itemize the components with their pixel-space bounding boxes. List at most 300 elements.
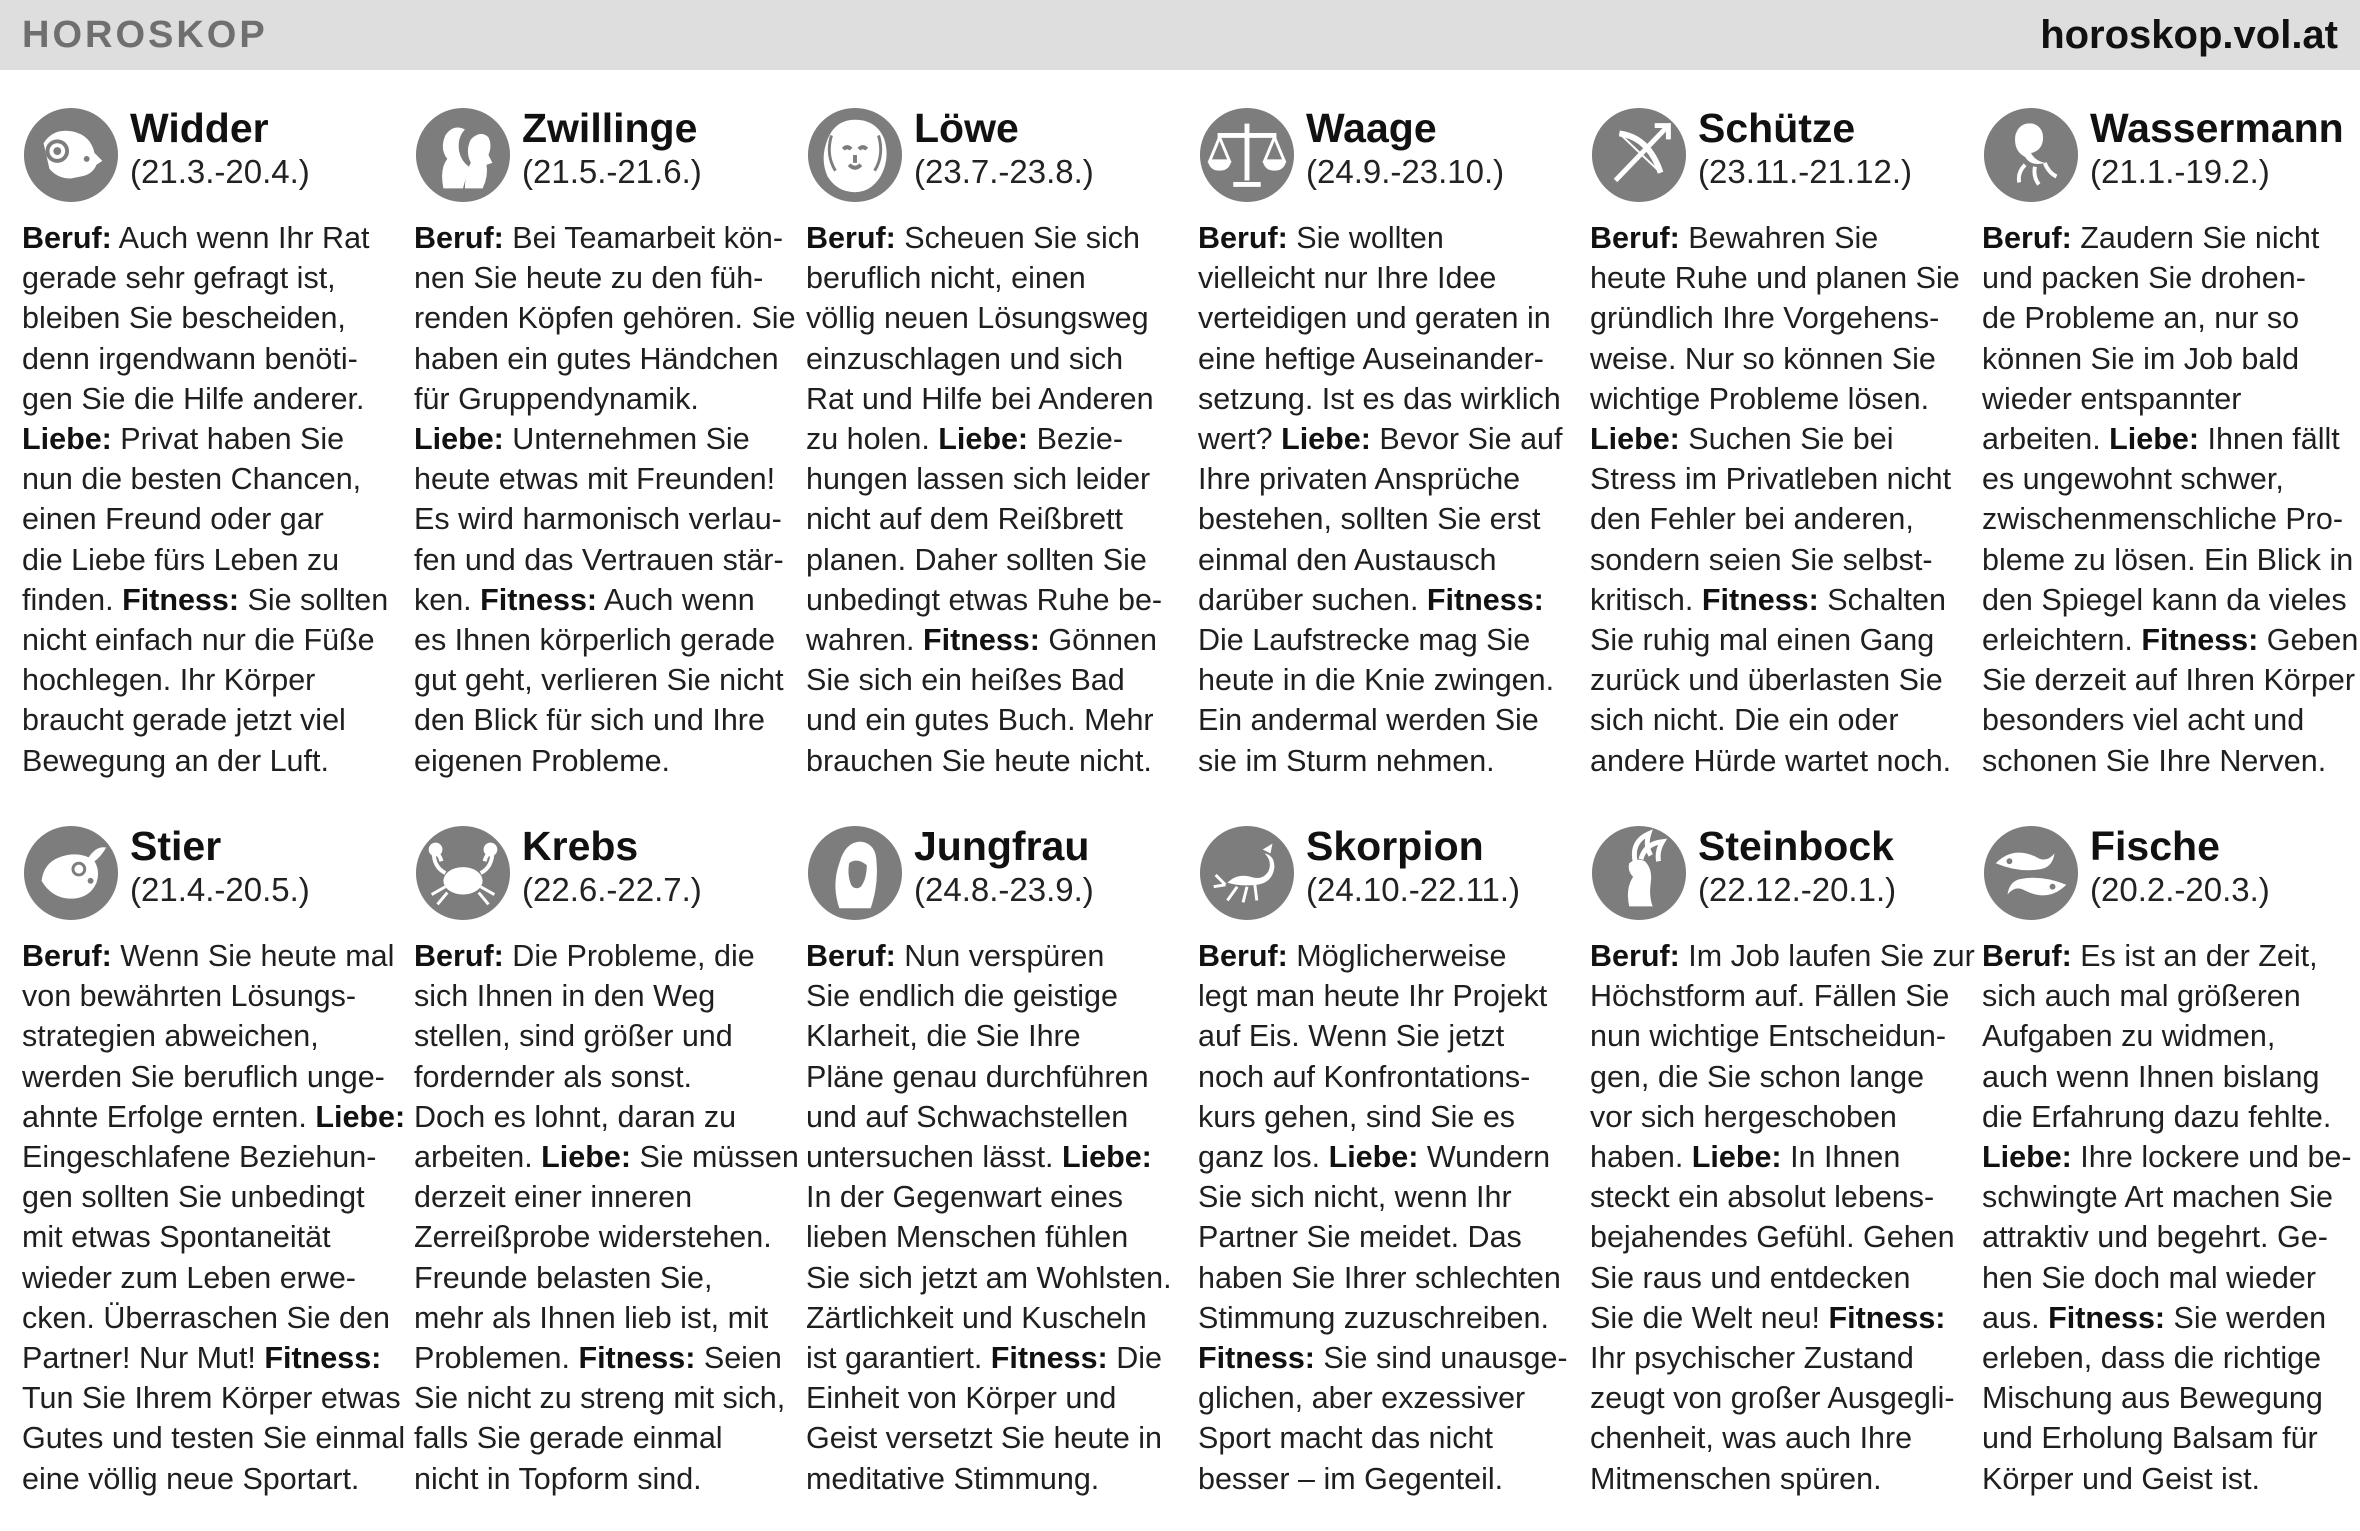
text-line bbox=[806, 1338, 1174, 1378]
text-line bbox=[414, 1137, 799, 1177]
sign-text bbox=[1590, 936, 1975, 1499]
text-line bbox=[1590, 1459, 1958, 1499]
text-segment: beruflich nicht, einen bbox=[806, 261, 1086, 296]
text-segment: planen. Daher sollten Sie bbox=[806, 542, 1147, 577]
section-label: Fitness: bbox=[1701, 582, 1819, 617]
text-segment: eigenen Probleme. bbox=[414, 743, 671, 778]
sign-dates: (24.9.-23.10.) bbox=[1306, 153, 1505, 190]
section-label: Beruf: bbox=[1590, 221, 1680, 255]
section-label: Fitness: bbox=[264, 1341, 382, 1376]
text-line bbox=[1590, 419, 1958, 459]
text-line bbox=[22, 1097, 406, 1137]
text-line bbox=[1198, 258, 1566, 298]
sign-widder bbox=[22, 100, 390, 800]
text-segment: Körper und Geist ist. bbox=[1982, 1461, 2261, 1496]
text-segment: Nun verspüren bbox=[895, 939, 1105, 973]
text-segment: Aufgaben zu widmen, bbox=[1982, 1019, 2276, 1054]
text-segment: Stress im Privatleben nicht bbox=[1590, 462, 1952, 497]
text-segment: heute Ruhe und planen Sie bbox=[1590, 261, 1960, 296]
text-line bbox=[1590, 1378, 1958, 1418]
bull-icon bbox=[22, 824, 120, 922]
sign-text bbox=[1198, 936, 1566, 1499]
text-segment: fordernder als sonst. bbox=[414, 1059, 693, 1094]
text-line bbox=[1982, 218, 2350, 258]
text-segment: es ungewohnt schwer, bbox=[1982, 462, 2284, 497]
text-segment: cken. Überraschen Sie den bbox=[22, 1300, 390, 1335]
text-line bbox=[22, 1298, 390, 1338]
text-segment: derzeit einer inneren bbox=[414, 1180, 693, 1215]
text-line bbox=[414, 1459, 782, 1499]
text-segment: hungen lassen sich leider bbox=[806, 462, 1151, 497]
text-segment: brauchen Sie heute nicht. bbox=[806, 743, 1152, 778]
text-line bbox=[1982, 339, 2350, 379]
text-line bbox=[1590, 936, 1975, 976]
text-line bbox=[1982, 1217, 2350, 1257]
text-segment: besonders viel acht und bbox=[1982, 703, 2305, 738]
sign-header bbox=[806, 100, 1174, 205]
text-line bbox=[806, 379, 1174, 419]
sign-jungfrau bbox=[806, 818, 1174, 1518]
text-segment: hen Sie doch mal wieder bbox=[1982, 1260, 2316, 1295]
text-segment: bleiben Sie bescheiden, bbox=[22, 301, 346, 336]
text-line bbox=[414, 1097, 782, 1137]
text-segment: haben. bbox=[1590, 1140, 1692, 1175]
text-line bbox=[22, 620, 390, 660]
text-line bbox=[414, 1258, 782, 1298]
text-segment: nun wichtige Entscheidun- bbox=[1590, 1019, 1947, 1054]
sign-dates: (20.2.-20.3.) bbox=[2090, 871, 2270, 908]
sign-header bbox=[1982, 818, 2350, 923]
text-segment: einmal den Austausch bbox=[1198, 542, 1497, 577]
sign-name: Widder bbox=[130, 105, 269, 151]
sign-header bbox=[1590, 818, 1958, 923]
text-segment: werden Sie beruflich unge- bbox=[22, 1059, 385, 1094]
text-line bbox=[1198, 1057, 1566, 1097]
text-segment: Sie sollten bbox=[239, 582, 389, 617]
text-line bbox=[1198, 1418, 1566, 1458]
sign-text bbox=[1590, 218, 1958, 781]
text-segment: Stimmung zuzuschreiben. bbox=[1198, 1300, 1549, 1335]
text-line bbox=[22, 976, 390, 1016]
text-line bbox=[22, 218, 390, 258]
section-label: Liebe: bbox=[1062, 1140, 1152, 1175]
text-line bbox=[22, 1137, 390, 1177]
text-line bbox=[1198, 218, 1566, 258]
text-line bbox=[1982, 976, 2350, 1016]
text-line bbox=[1982, 1459, 2350, 1499]
text-segment: gen sollten Sie unbedingt bbox=[22, 1180, 365, 1215]
text-line bbox=[414, 620, 782, 660]
text-line bbox=[414, 1177, 782, 1217]
text-line bbox=[414, 580, 782, 620]
text-segment: weise. Nur so können Sie bbox=[1590, 341, 1936, 376]
horoscope-grid bbox=[0, 100, 2360, 1531]
text-line bbox=[22, 1338, 390, 1378]
text-line bbox=[1982, 660, 2355, 700]
text-segment: und packen Sie drohen- bbox=[1982, 261, 2306, 296]
text-segment: bleme zu lösen. Ein Blick in bbox=[1982, 542, 2354, 577]
page-title: HOROSKOP bbox=[22, 13, 268, 56]
text-line bbox=[414, 1016, 782, 1056]
section-label: Beruf: bbox=[414, 221, 504, 255]
archer-icon bbox=[1590, 106, 1688, 204]
text-line bbox=[1590, 1097, 1958, 1137]
text-segment: auf Eis. Wenn Sie jetzt bbox=[1198, 1019, 1505, 1054]
text-segment: zwischenmenschliche Pro- bbox=[1982, 502, 2344, 537]
sign-wassermann bbox=[1982, 100, 2359, 800]
text-line bbox=[1198, 1298, 1566, 1338]
sign-header bbox=[22, 100, 390, 205]
section-label: Liebe: bbox=[414, 422, 504, 457]
text-line bbox=[806, 1378, 1174, 1418]
sign-dates: (23.11.-21.12.) bbox=[1698, 153, 1913, 190]
text-segment: Eingeschlafene Beziehun- bbox=[22, 1140, 377, 1175]
text-segment: untersuchen lässt. bbox=[806, 1140, 1063, 1175]
sign-dates: (23.7.-23.8.) bbox=[914, 153, 1094, 190]
section-label: Liebe: bbox=[541, 1140, 631, 1175]
text-line bbox=[1590, 459, 1958, 499]
text-line bbox=[22, 1378, 401, 1418]
text-line bbox=[1982, 459, 2350, 499]
text-segment: nun die besten Chancen, bbox=[22, 462, 362, 497]
text-segment: heute in die Knie zwingen. bbox=[1198, 663, 1555, 698]
text-segment: ahnte Erfolge ernten. bbox=[22, 1099, 316, 1134]
text-segment: Gutes und testen Sie einmal bbox=[22, 1421, 406, 1456]
section-label: Fitness: bbox=[1828, 1300, 1946, 1335]
text-segment: Wundern bbox=[1418, 1140, 1551, 1175]
text-segment: Bewahren Sie bbox=[1679, 221, 1879, 255]
sign-dates: (21.4.-20.5.) bbox=[130, 871, 310, 908]
text-segment: Zärtlichkeit und Kuscheln bbox=[806, 1300, 1147, 1335]
text-segment: nicht einfach nur die Füße bbox=[22, 623, 375, 658]
text-segment: Ihre lockere und be- bbox=[2071, 1140, 2352, 1175]
text-line bbox=[1198, 298, 1566, 338]
text-segment: wieder entspannter bbox=[1982, 381, 2242, 416]
text-line bbox=[414, 1338, 782, 1378]
sign-name: Skorpion bbox=[1306, 823, 1484, 869]
section-label: Beruf: bbox=[1982, 939, 2072, 973]
text-segment: Bezie- bbox=[1028, 422, 1124, 457]
text-line bbox=[1198, 339, 1566, 379]
section-label: Beruf: bbox=[1590, 939, 1680, 973]
text-segment: sie im Sturm nehmen. bbox=[1198, 743, 1495, 778]
text-line bbox=[22, 1177, 390, 1217]
text-line bbox=[806, 1016, 1174, 1056]
text-line bbox=[806, 1459, 1174, 1499]
text-line bbox=[22, 1459, 390, 1499]
text-line bbox=[414, 700, 782, 740]
text-line bbox=[1590, 1217, 1958, 1257]
text-segment: Es wird harmonisch verlau- bbox=[414, 502, 782, 537]
sign-dates: (24.10.-22.11.) bbox=[1306, 871, 1521, 908]
sign-text bbox=[1982, 218, 2359, 781]
text-segment: bestehen, sollten Sie erst bbox=[1198, 502, 1541, 537]
sign-schuetze bbox=[1590, 100, 1958, 800]
ibex-icon bbox=[1590, 824, 1688, 922]
text-line bbox=[1198, 1097, 1566, 1137]
text-segment: zu holen. bbox=[806, 422, 939, 457]
section-label: Liebe: bbox=[938, 422, 1029, 457]
text-line bbox=[1590, 218, 1958, 258]
text-line bbox=[1198, 459, 1566, 499]
section-label: Fitness: bbox=[1198, 1341, 1315, 1376]
page-header bbox=[0, 0, 2360, 70]
text-segment: Sie sich nicht, wenn Ihr bbox=[1198, 1180, 1512, 1215]
text-line bbox=[806, 419, 1174, 459]
text-segment: Sie müssen bbox=[631, 1140, 799, 1175]
text-segment: Klarheit, die Sie Ihre bbox=[806, 1019, 1081, 1054]
text-segment: chenheit, was auch Ihre bbox=[1590, 1421, 1913, 1456]
text-segment: Sie wollten bbox=[1287, 221, 1444, 255]
text-segment: Doch es lohnt, daran zu bbox=[414, 1099, 737, 1134]
section-label: Beruf: bbox=[1198, 939, 1288, 973]
text-segment: ganz los. bbox=[1198, 1140, 1329, 1175]
text-segment: Ein andermal werden Sie bbox=[1198, 703, 1539, 738]
text-line bbox=[414, 1217, 782, 1257]
text-line bbox=[22, 1217, 390, 1257]
sign-dates: (22.6.-22.7.) bbox=[522, 871, 702, 908]
text-line bbox=[1982, 298, 2350, 338]
text-line bbox=[1982, 499, 2350, 539]
sign-waage bbox=[1198, 100, 1566, 800]
text-segment: gen Sie die Hilfe anderer. bbox=[22, 381, 365, 416]
sign-dates: (24.8.-23.9.) bbox=[914, 871, 1094, 908]
text-line bbox=[22, 298, 390, 338]
text-segment: Partner Sie meidet. Das bbox=[1198, 1220, 1522, 1255]
text-segment: Einheit von Körper und bbox=[806, 1381, 1117, 1416]
text-line bbox=[414, 976, 782, 1016]
text-line bbox=[22, 1258, 390, 1298]
text-line bbox=[22, 419, 390, 459]
text-line bbox=[1590, 499, 1958, 539]
text-line bbox=[806, 1097, 1174, 1137]
sign-header bbox=[22, 818, 390, 923]
section-label: Beruf: bbox=[806, 221, 896, 255]
text-line bbox=[414, 1378, 786, 1418]
text-segment: gen, die Sie schon lange bbox=[1590, 1059, 1925, 1094]
sign-name: Zwillinge bbox=[522, 105, 698, 151]
section-label: Beruf: bbox=[22, 221, 112, 255]
text-line bbox=[1590, 620, 1958, 660]
text-segment: für Gruppendynamik. bbox=[414, 381, 699, 416]
text-segment: Mitmenschen spüren. bbox=[1590, 1461, 1882, 1496]
text-line bbox=[1198, 1217, 1566, 1257]
text-segment: zurück und überlasten Sie bbox=[1590, 663, 1943, 698]
text-segment: bejahendes Gefühl. Gehen bbox=[1590, 1220, 1955, 1255]
text-segment: Auch wenn Ihr Rat bbox=[111, 221, 370, 255]
text-line bbox=[1982, 936, 2350, 976]
text-line bbox=[806, 620, 1174, 660]
text-segment: Ihre privaten Ansprüche bbox=[1198, 462, 1521, 497]
text-line bbox=[1198, 379, 1566, 419]
text-line bbox=[1590, 339, 1958, 379]
text-line bbox=[1590, 258, 1958, 298]
text-line bbox=[1590, 1137, 1958, 1177]
text-segment: es Ihnen körperlich gerade bbox=[414, 623, 776, 658]
section-label: Fitness: bbox=[578, 1341, 696, 1376]
text-line bbox=[1982, 419, 2350, 459]
text-line bbox=[1198, 1459, 1566, 1499]
text-line bbox=[1198, 1338, 1566, 1378]
text-line bbox=[414, 499, 782, 539]
text-segment: In der Gegenwart eines bbox=[806, 1180, 1124, 1215]
text-segment: Zaudern Sie nicht bbox=[2071, 221, 2320, 255]
text-line bbox=[806, 499, 1174, 539]
text-segment: In Ihnen bbox=[1781, 1140, 1901, 1175]
text-line bbox=[22, 540, 390, 580]
sign-text bbox=[806, 936, 1174, 1499]
text-line bbox=[22, 379, 390, 419]
text-segment: Die Laufstrecke mag Sie bbox=[1198, 623, 1531, 658]
text-line bbox=[806, 1258, 1174, 1298]
text-line bbox=[806, 1057, 1174, 1097]
text-segment: Ihnen fällt bbox=[2199, 422, 2340, 457]
text-line bbox=[1198, 936, 1566, 976]
text-line bbox=[414, 741, 782, 781]
text-segment: arbeiten. bbox=[414, 1140, 542, 1175]
text-segment: arbeiten. bbox=[1982, 422, 2110, 457]
sign-name: Fische bbox=[2090, 823, 2220, 869]
ram-icon bbox=[22, 106, 120, 204]
sign-text bbox=[806, 218, 1174, 781]
text-segment: haben ein gutes Händchen bbox=[414, 341, 779, 376]
text-segment: zeugt von großer Ausgegli- bbox=[1590, 1381, 1955, 1416]
text-segment: denn irgendwann benöti- bbox=[22, 341, 358, 376]
lion-icon bbox=[806, 106, 904, 204]
text-line bbox=[1590, 298, 1958, 338]
sign-name: Steinbock bbox=[1698, 823, 1894, 869]
text-line bbox=[1590, 700, 1958, 740]
text-line bbox=[1982, 741, 2350, 781]
text-line bbox=[414, 1298, 782, 1338]
text-line bbox=[1198, 540, 1566, 580]
sign-name: Waage bbox=[1306, 105, 1437, 151]
text-line bbox=[1982, 620, 2359, 660]
text-segment: Privat haben Sie bbox=[111, 422, 345, 457]
text-segment: Tun Sie Ihrem Körper etwas bbox=[22, 1381, 401, 1416]
text-segment: und auf Schwachstellen bbox=[806, 1099, 1129, 1134]
text-line bbox=[806, 1298, 1174, 1338]
text-segment: unbedingt etwas Ruhe be- bbox=[806, 582, 1163, 617]
text-line bbox=[1590, 660, 1958, 700]
text-line bbox=[414, 1057, 782, 1097]
sign-header bbox=[1198, 100, 1566, 205]
text-segment: Ihr psychischer Zustand bbox=[1590, 1341, 1914, 1376]
text-segment: setzung. Ist es das wirklich bbox=[1198, 381, 1561, 416]
text-segment: Bevor Sie auf bbox=[1370, 422, 1563, 457]
text-line bbox=[1982, 1016, 2350, 1056]
sign-text bbox=[22, 936, 406, 1499]
text-line bbox=[806, 1217, 1174, 1257]
section-label: Fitness: bbox=[2048, 1300, 2166, 1335]
text-line bbox=[1590, 379, 1958, 419]
text-line bbox=[1982, 1258, 2350, 1298]
text-segment: haben Sie Ihrer schlechten bbox=[1198, 1260, 1561, 1295]
text-line bbox=[806, 936, 1174, 976]
text-line bbox=[1982, 700, 2350, 740]
sign-steinbock bbox=[1590, 818, 1975, 1518]
text-segment: Im Job laufen Sie zur bbox=[1679, 939, 1975, 973]
text-segment: Scheuen Sie sich bbox=[895, 221, 1140, 255]
site-url[interactable]: horoskop.vol.at bbox=[2040, 12, 2338, 57]
sign-skorpion bbox=[1198, 818, 1566, 1518]
text-line bbox=[414, 339, 782, 379]
text-line bbox=[806, 700, 1174, 740]
text-segment: nicht auf dem Reißbrett bbox=[806, 502, 1124, 537]
text-segment: völlig neuen Lösungsweg bbox=[806, 301, 1149, 336]
text-segment: Höchstform auf. Fällen Sie bbox=[1590, 979, 1950, 1014]
text-line bbox=[1590, 741, 1958, 781]
text-segment: legt man heute Ihr Projekt bbox=[1198, 979, 1548, 1014]
text-segment: eine völlig neue Sportart. bbox=[22, 1461, 360, 1496]
text-segment: Sie ruhig mal einen Gang bbox=[1590, 623, 1935, 658]
text-segment: Mischung aus Bewegung bbox=[1982, 1381, 2323, 1416]
text-line bbox=[806, 339, 1174, 379]
text-line bbox=[806, 540, 1174, 580]
sign-name: Jungfrau bbox=[914, 823, 1090, 869]
text-segment: wahren. bbox=[806, 623, 923, 658]
sign-dates: (21.3.-20.4.) bbox=[130, 153, 310, 190]
text-segment: die Liebe fürs Leben zu bbox=[22, 542, 340, 577]
text-segment: ken. bbox=[414, 582, 481, 617]
text-segment: steckt ein absolut lebens- bbox=[1590, 1180, 1935, 1215]
sign-dates: (21.5.-21.6.) bbox=[522, 153, 702, 190]
text-segment: Sie sich jetzt am Wohlsten. bbox=[806, 1260, 1172, 1295]
text-segment: kurs gehen, sind Sie es bbox=[1198, 1099, 1516, 1134]
sign-name: Löwe bbox=[914, 105, 1019, 151]
text-segment: besser – im Gegenteil. bbox=[1198, 1461, 1504, 1496]
sign-text bbox=[22, 218, 390, 781]
virgin-icon bbox=[806, 824, 904, 922]
text-segment: einzuschlagen und sich bbox=[806, 341, 1124, 376]
text-segment: erleichtern. bbox=[1982, 623, 2142, 658]
text-line bbox=[1198, 741, 1566, 781]
text-segment: den Blick für sich und Ihre bbox=[414, 703, 765, 738]
text-line bbox=[806, 218, 1174, 258]
section-label: Fitness: bbox=[1426, 582, 1544, 617]
text-line bbox=[414, 459, 782, 499]
section-label: Liebe: bbox=[315, 1099, 406, 1134]
text-segment: renden Köpfen gehören. Sie bbox=[414, 301, 796, 336]
sign-loewe bbox=[806, 100, 1174, 800]
text-segment: den Spiegel kann da vieles bbox=[1982, 582, 2347, 617]
text-segment: Es ist an der Zeit, bbox=[2071, 939, 2318, 973]
sign-name: Stier bbox=[130, 823, 222, 869]
text-segment: schwingte Art machen Sie bbox=[1982, 1180, 2333, 1215]
text-line bbox=[22, 258, 390, 298]
text-segment: sich nicht. Die ein oder bbox=[1590, 703, 1899, 738]
text-segment: Geben bbox=[2258, 623, 2359, 658]
text-segment: Gönnen bbox=[1039, 623, 1157, 658]
text-line bbox=[806, 1137, 1174, 1177]
section-label: Liebe: bbox=[2109, 422, 2199, 457]
text-line bbox=[1590, 1418, 1958, 1458]
text-segment: Partner! Nur Mut! bbox=[22, 1341, 265, 1376]
section-label: Fitness: bbox=[2141, 623, 2259, 658]
text-segment: eine heftige Auseinander- bbox=[1198, 341, 1544, 376]
text-segment: können Sie im Job bald bbox=[1982, 341, 2300, 376]
text-segment: aus. bbox=[1982, 1300, 2049, 1335]
text-segment: braucht gerade jetzt viel bbox=[22, 703, 346, 738]
text-line bbox=[1198, 700, 1566, 740]
text-segment: Möglicherweise bbox=[1287, 939, 1507, 973]
text-segment: kritisch. bbox=[1590, 582, 1702, 617]
text-segment: lieben Menschen fühlen bbox=[806, 1220, 1129, 1255]
section-label: Fitness: bbox=[122, 582, 239, 617]
text-segment: gerade sehr gefragt ist, bbox=[22, 261, 336, 296]
text-line bbox=[1198, 499, 1566, 539]
text-line bbox=[22, 936, 395, 976]
